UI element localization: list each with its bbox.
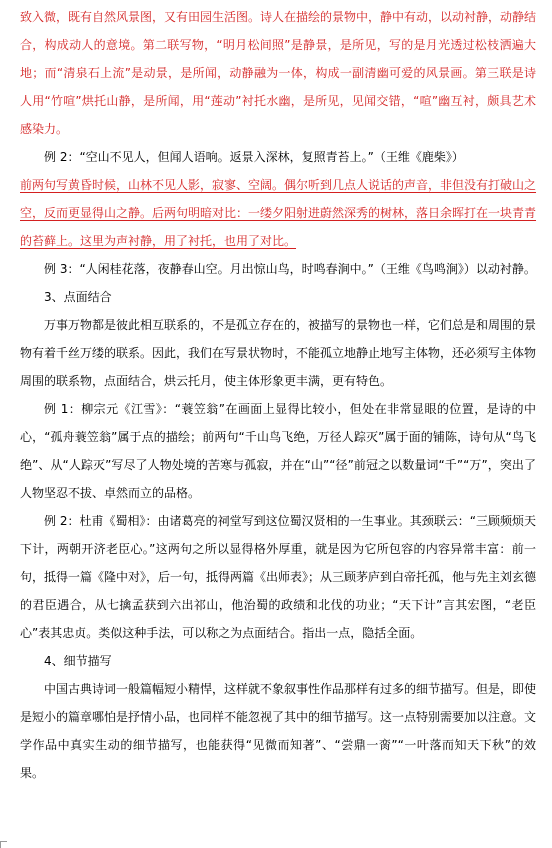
analysis-paragraph-2 [20, 171, 536, 255]
body-paragraph-6: 中国古典诗词一般篇幅短小精悍，这样就不象叙事性作品那样有过多的细节描写。但是，即使是短小的篇章哪怕是抒情小品，也同样不能忽视了其中的细节描写。这一点特别需要加以注意。文学作品中真实生动的细节描写，也能获得“见微而知著”、“尝鼎一脔”“一叶落而知天下秋”的效果。 [20, 682, 537, 780]
analysis-paragraph-2-text: 前两句写黄昏时候，山林不见人影，寂寥、空阔。偶尔听到几点人说话的声音，非但没有打破山之空，反而更显得山之静。后两句明暗对比：一缕夕阳射进蔚然深秀的树林，落日余晖打在一块青青的苔藓上。这里为声衬静，用了衬托，也用了对比。 [20, 178, 537, 248]
page-corner-mark [0, 841, 7, 848]
analysis-paragraph-1: 致入微，既有自然风景图，又有田园生活图。诗人在描绘的景物中，静中有动，以动衬静，动静结合，构成动人的意境。第二联写物，“明月松间照”是静景，是所见，写的是月光透过松枝洒遍大地；而“清泉石上流”是动景，是所闻，动静融为一体，构成一副清幽可爱的风景画。第三联是诗人用“竹喧”烘托山静，是所闻，用“莲动”衬托水幽，是所见，见闻交错，“喧”幽互衬，颇具艺术感染力。 [20, 10, 537, 136]
body-paragraph-5: 例 2：杜甫《蜀相》：由诸葛亮的祠堂写到这位蜀汉贤相的一生事业。其颈联云：“三顾频烦天下计，两朝开济老臣心。”这两句之所以显得格外厚重，就是因为它所包容的内容异常丰富：前一句，抵得一篇《隆中对》，后一句，抵得两篇《出师表》；从三顾茅庐到白帝托孤，他与先主刘玄德的君臣遇合，从七擒孟获到六出祁山，他治蜀的政绩和北伐的功业；“天下计”言其宏图，“老臣心”表其忠贞。类似这种手法，可以称之为点面结合。指出一点，隐括全面。 [20, 514, 537, 640]
body-paragraph-4: 例 1：柳宗元《江雪》：“蓑笠翁”在画面上显得比较小，但处在非常显眼的位置，是诗的中心，“孤舟蓑笠翁”属于点的描绘；前两句“千山鸟飞绝，万径人踪灭”属于面的铺陈，诗句从“鸟飞绝”、从“人踪灭”写尽了人物处境的苦寒与孤寂，并在“山”“径”前冠之以数量词“千”“万”，突出了人物坚忍不拔、卓然而立的品格。 [20, 402, 536, 500]
example-3-quote: 例 3：“人闲桂花落，夜静春山空。月出惊山鸟，时鸣春涧中。”（王维《鸟鸣涧》）以动衬静。 [44, 262, 536, 276]
section-heading-4: 4、细节描写 [44, 654, 112, 668]
body-paragraph-3: 万事万物都是彼此相互联系的，不是孤立存在的，被描写的景物也一样，它们总是和周围的景物有着千丝万缕的联系。因此，我们在写景状物时，不能孤立地静止地写主体物，还必须写主体物周围的联系物，点面结合，烘云托月，使主体形象更丰满，更有特色。 [20, 318, 537, 388]
section-heading-3: 3、点面结合 [44, 290, 112, 304]
example-2-quote: 例 2：“空山不见人，但闻人语响。返景入深林，复照青苔上。”（王维《鹿柴》） [44, 150, 464, 164]
